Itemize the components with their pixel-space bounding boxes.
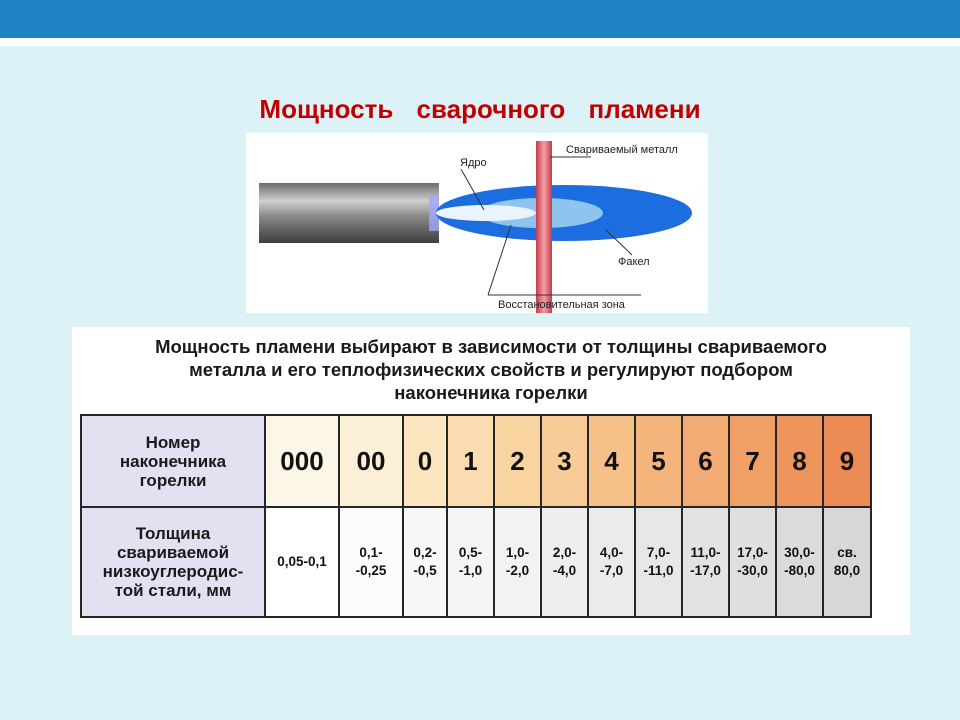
thickness-cell: 1,0- -2,0 xyxy=(494,507,541,617)
thickness-cell: 0,5- -1,0 xyxy=(447,507,494,617)
intro-line: Мощность пламени выбирают в зависимости от толщины свариваемого xyxy=(155,336,827,357)
label-core: Ядро xyxy=(460,157,487,169)
thickness-cell: 0,2- -0,5 xyxy=(403,507,447,617)
table-row-tip-number xyxy=(81,415,871,507)
thickness-cell: св. 80,0 xyxy=(823,507,871,617)
thickness-cell: 17,0- -30,0 xyxy=(729,507,776,617)
intro-line: наконечника горелки xyxy=(394,382,588,403)
label-metal: Свариваемый металл xyxy=(566,144,678,156)
thickness-cell: 0,1- -0,25 xyxy=(339,507,403,617)
thickness-cell: 7,0- -11,0 xyxy=(635,507,682,617)
thickness-cell: 0,05-0,1 xyxy=(265,507,339,617)
thickness-cell: 30,0- -80,0 xyxy=(776,507,823,617)
tip-number-cell: 9 xyxy=(823,415,871,507)
flame-core xyxy=(436,205,536,221)
thickness-cell: 11,0- -17,0 xyxy=(682,507,729,617)
top-divider xyxy=(0,38,960,46)
tip-thickness-table xyxy=(80,414,872,618)
page-title: Мощность сварочного пламени xyxy=(259,94,701,124)
thickness-cell: 4,0- -7,0 xyxy=(588,507,635,617)
table-row-thickness xyxy=(81,507,871,617)
welded-metal xyxy=(536,141,552,313)
intro-line: металла и его теплофизических свойств и регулируют подбором xyxy=(189,359,793,380)
label-torch: Факел xyxy=(618,256,650,268)
top-banner xyxy=(0,0,960,38)
tip-number-cell: 4 xyxy=(588,415,635,507)
tip-number-cell: 8 xyxy=(776,415,823,507)
tip-number-cell: 00 xyxy=(339,415,403,507)
thickness-cell: 2,0- -4,0 xyxy=(541,507,588,617)
tip-number-cell: 7 xyxy=(729,415,776,507)
tip-number-cell: 1 xyxy=(447,415,494,507)
tip-number-cell: 000 xyxy=(265,415,339,507)
tip-number-cell: 6 xyxy=(682,415,729,507)
torch-nozzle xyxy=(259,183,439,243)
label-zone: Восстановительная зона xyxy=(498,299,625,311)
tip-number-cell: 3 xyxy=(541,415,588,507)
row-header-thickness: Толщина свариваемой низкоуглеродис- той стали, мм xyxy=(81,507,265,617)
tip-number-cell: 0 xyxy=(403,415,447,507)
tip-number-cell: 2 xyxy=(494,415,541,507)
flame-diagram-svg xyxy=(246,133,708,313)
panel-intro-text xyxy=(80,335,902,404)
row-header-tip-number: Номер наконечника горелки xyxy=(81,415,265,507)
flame-diagram xyxy=(246,133,708,313)
tip-number-cell: 5 xyxy=(635,415,682,507)
tip-selection-panel xyxy=(72,327,910,635)
